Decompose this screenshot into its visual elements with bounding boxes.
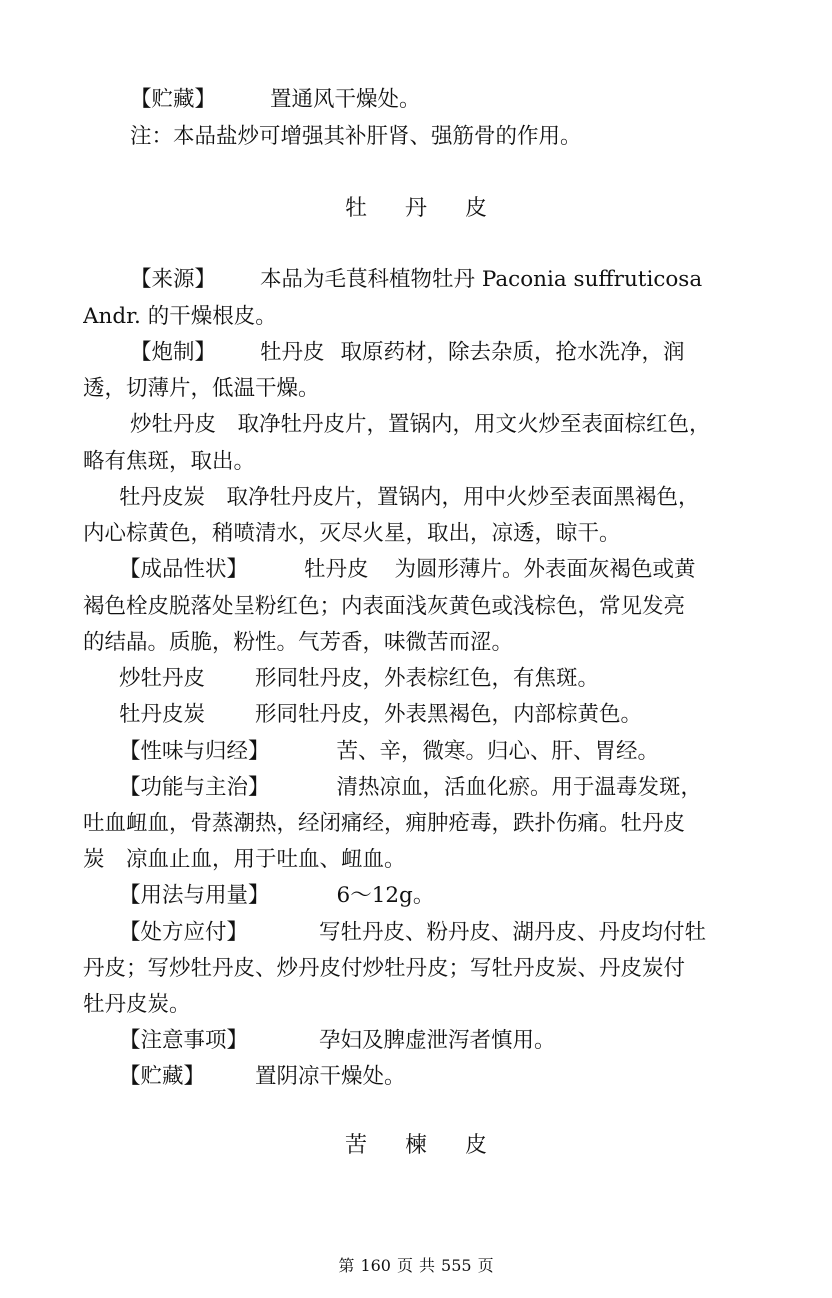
- storage-line: 【贮藏】 置阴凉干燥处。: [119, 1064, 406, 1089]
- source-line-1: [130, 266, 750, 294]
- fried-line-1: 炒牡丹皮 取净牡丹皮片，置锅内，用文火炒至表面棕红色，: [130, 412, 711, 437]
- usage-label: 【用法与用量】: [119, 883, 270, 908]
- section-title-mudanpi: 牡 丹 皮: [344, 196, 488, 221]
- rx-line-3: 牡丹皮炭。: [83, 992, 191, 1017]
- product-label: 【成品性状】: [119, 557, 249, 582]
- prev-storage-text: 置通风干燥处。: [270, 87, 421, 112]
- section-title-kulianpi: 苦 楝 皮: [344, 1133, 488, 1158]
- prev-storage-label: 【贮藏】: [130, 87, 217, 112]
- usage-line: 【用法与用量】 6～12g。: [119, 883, 435, 908]
- product-line-1: 【成品性状】 牡丹皮 为圆形薄片。外表面灰褐色或黄: [119, 557, 696, 582]
- function-line-2: 吐血衄血，骨蒸潮热，经闭痛经，痈肿疮毒，跌扑伤痛。牡丹皮: [83, 811, 686, 836]
- rx-label: 【处方应付】: [119, 920, 249, 945]
- charcoal-line-1: 牡丹皮炭 取净牡丹皮片，置锅内，用中火炒至表面黑褐色，: [119, 485, 700, 510]
- source-line-2: Andr. 的干燥根皮。: [83, 304, 277, 329]
- process-line-1: 【炮制】 牡丹皮 取原药材，除去杂质，抢水洗净，润: [130, 340, 685, 365]
- product-line-2: 褐色栓皮脱落处呈粉红色；内表面浅灰黄色或浅棕色，常见发亮: [83, 594, 686, 619]
- caution-label: 【注意事项】: [119, 1028, 249, 1053]
- function-line-3: 炭 凉血止血，用于吐血、衄血。: [83, 847, 406, 872]
- prev-storage-line: [130, 86, 750, 114]
- fried-line-2: 略有焦斑，取出。: [83, 449, 256, 474]
- source-label: 【来源】: [130, 267, 217, 292]
- charcoal-form-line: 牡丹皮炭 形同牡丹皮，外表黑褐色，内部棕黄色。: [119, 702, 643, 727]
- nature-line: 【性味与归经】 苦、辛，微寒。归心、肝、胃经。: [119, 739, 660, 764]
- storage-label: 【贮藏】: [119, 1064, 206, 1089]
- page-footer: 第 160 页 共 555 页: [338, 1256, 494, 1275]
- page-total: 555: [441, 1256, 472, 1275]
- fried-form-line: 炒牡丹皮 形同牡丹皮，外表棕红色，有焦斑。: [119, 666, 600, 691]
- product-line-3: 的结晶。质脆，粉性。气芳香，味微苦而涩。: [83, 630, 514, 655]
- nature-label: 【性味与归经】: [119, 739, 270, 764]
- rx-line-2: 丹皮；写炒牡丹皮、炒丹皮付炒牡丹皮；写牡丹皮炭、丹皮炭付: [83, 956, 686, 981]
- process-line-2: 透，切薄片，低温干燥。: [83, 376, 320, 401]
- page-number: 160: [360, 1256, 391, 1275]
- charcoal-line-2: 内心棕黄色，稍喷清水，灭尽火星，取出，凉透，晾干。: [83, 521, 621, 546]
- rx-line-1: 【处方应付】 写牡丹皮、粉丹皮、湖丹皮、丹皮均付牡: [119, 920, 707, 945]
- function-label: 【功能与主治】: [119, 775, 270, 800]
- source-text: 本品为毛茛科植物牡丹 Paconia suffruticosa: [260, 267, 703, 292]
- caution-line: 【注意事项】 孕妇及脾虚泄泻者慎用。: [119, 1028, 556, 1053]
- function-line-1: 【功能与主治】 清热凉血，活血化瘀。用于温毒发斑，: [119, 775, 703, 800]
- process-label: 【炮制】: [130, 340, 217, 365]
- prev-note: 注：本品盐炒可增强其补肝肾、强筋骨的作用。: [130, 124, 582, 149]
